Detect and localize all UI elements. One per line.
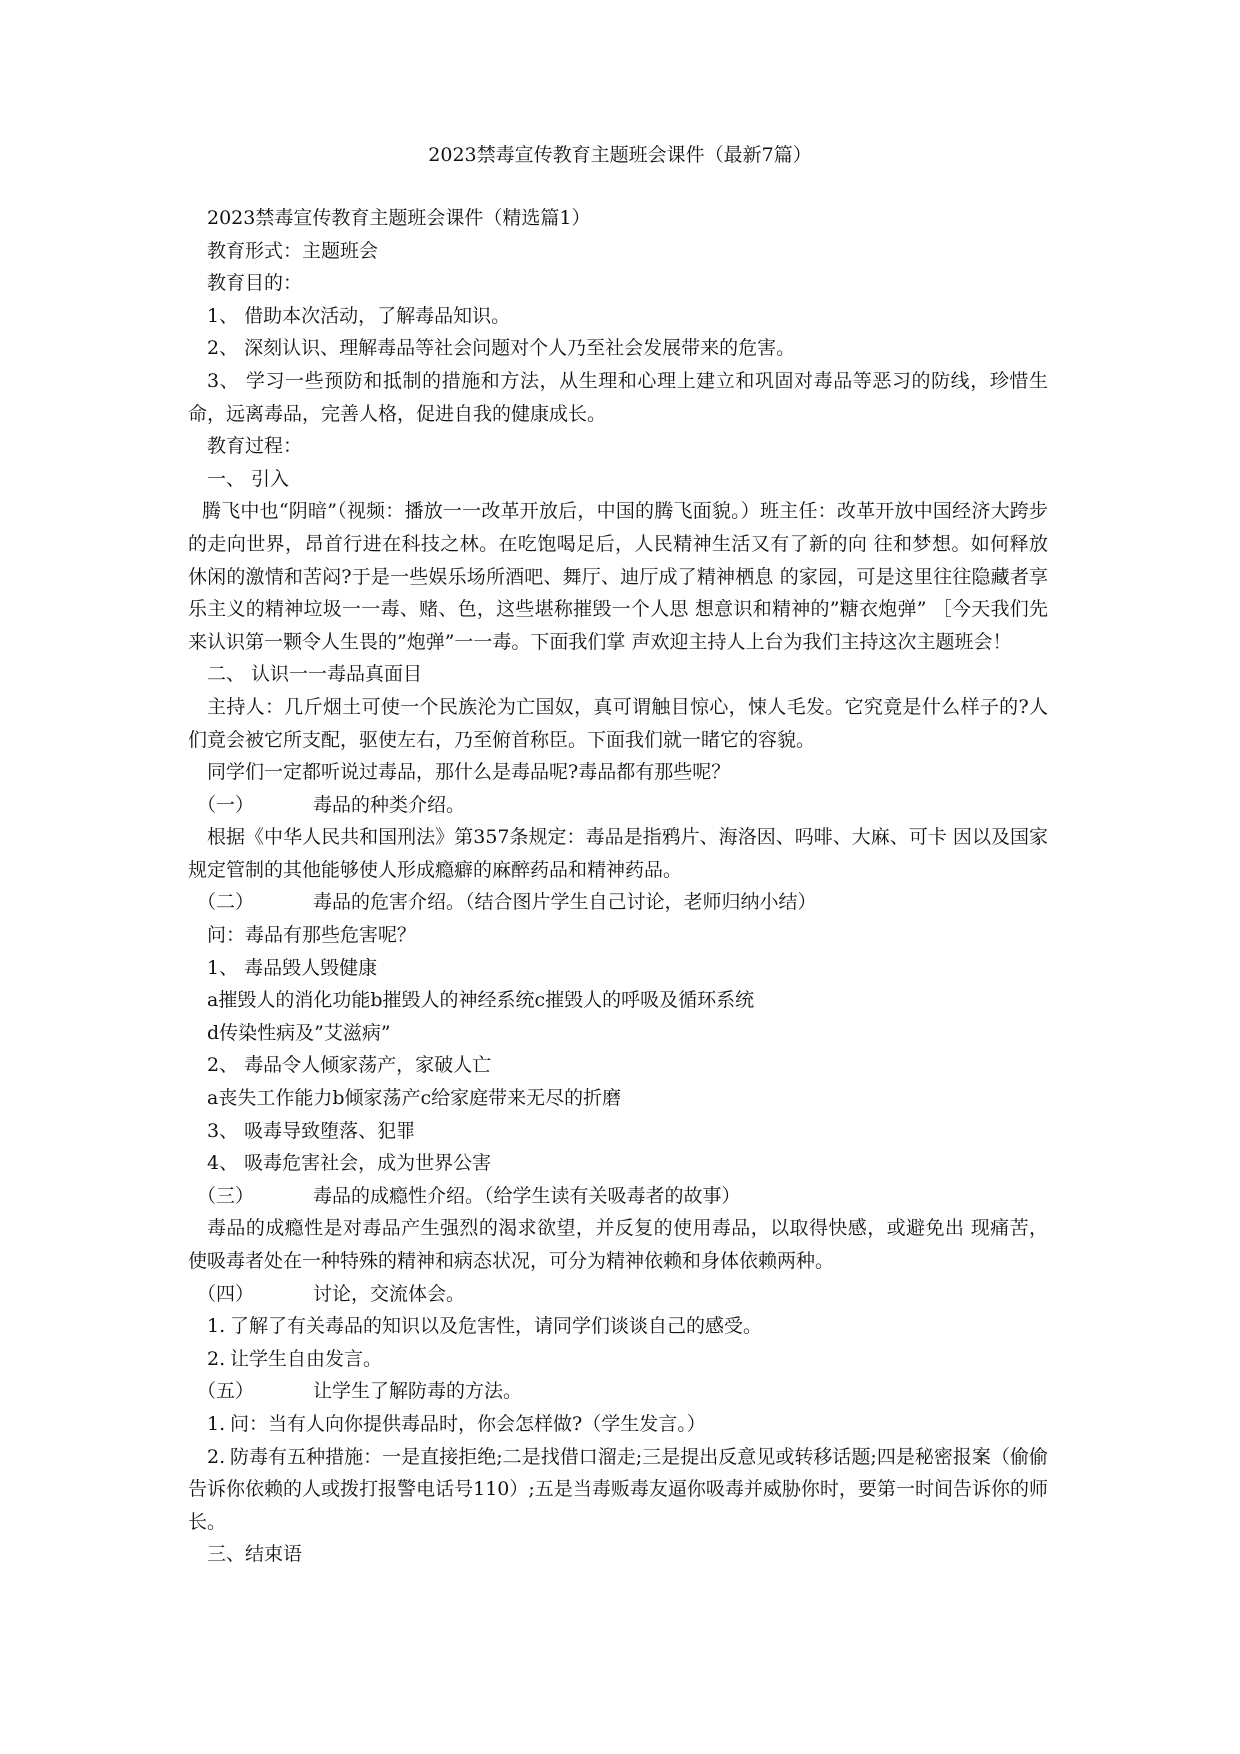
list-item: 1、 借助本次活动，了解毒品知识。 [207, 304, 511, 327]
list-item: 2. 防毒有五种措施：一是直接拒绝;二是找借口溜走;三是提出反意见或转移话题;四是秘密报案（偷偷告诉你依赖的人或拨打报警电话号110）;五是当毒贩毒友逼你吸毒并威胁你时，要第一时间告诉你的师长。 [188, 1445, 1048, 1533]
paragraph: 教育形式：主题班会 [207, 239, 379, 262]
section-heading: 2023禁毒宣传教育主题班会课件（精选篇1） [207, 207, 591, 229]
paragraph: 教育目的： [207, 272, 303, 295]
list-item: 2、 深刻认识、理解毒品等社会问题对个人乃至社会发展带来的危害。 [207, 337, 796, 360]
paragraph: 同学们一定都听说过毒品，那什么是毒品呢?毒品都有那些呢？ [207, 761, 731, 784]
paragraph: 教育过程： [207, 435, 303, 458]
section-heading: 一、 引入 [207, 467, 290, 490]
list-item: 3、 吸毒导致堕落、犯罪 [207, 1119, 416, 1142]
paragraph: 毒品的成瘾性是对毒品产生强烈的渴求欲望，并反复的使用毒品，以取得快感，或避免出 现痛苦，使吸毒者处在一种特殊的精神和病态状况，可分为精神依赖和身体依赖两种。 [188, 1217, 1048, 1272]
list-item: 3、 学习一些预防和抵制的措施和方法，从生理和心理上建立和巩固对毒品等恶习的防线，珍惜生命，远离毒品，完善人格，促进自我的健康成长。 [188, 369, 1048, 425]
list-item: d传染性病及”艾滋病” [207, 1021, 391, 1044]
subsection-heading: （一） 毒品的种类介绍。 [197, 793, 466, 816]
list-item: a丧失工作能力b倾家荡产c给家庭带来无尽的折磨 [207, 1087, 622, 1110]
paragraph: 根据《中华人民共和国刑法》第357条规定：毒品是指鸦片、海洛因、吗啡、大麻、可卡 因以及国家规定管制的其他能够使人形成瘾癖的麻醉药品和精神药品。 [188, 826, 1048, 881]
list-item: 1、 毒品毁人毁健康 [207, 956, 378, 979]
document-body [188, 202, 1048, 1571]
document-title: 2023禁毒宣传教育主题班会课件（最新7篇） [428, 144, 812, 166]
paragraph: 主持人：几斤烟土可使一个民族沦为亡国奴，真可谓触目惊心，悚人毛发。它究竟是什么样子的?人们竟会被它所支配，驱使左右，乃至俯首称臣。下面我们就一睹它的容貌。 [188, 695, 1048, 751]
list-item: 1. 问：当有人向你提供毒品时，你会怎样做?（学生发言。） [207, 1412, 706, 1435]
list-item: 1. 了解了有关毒品的知识以及危害性，请同学们谈谈自己的感受。 [207, 1315, 763, 1338]
paragraph: 腾飞中也“阴暗”（视频：播放一一改革开放后，中国的腾飞面貌。）班主任：改革开放中国经济大跨步的走向世界，昂首行进在科技之林。在吃饱喝足后，人民精神生活又有了新的向 往和梦想。如何释放休闲的激情和苦闷?于是一些娱乐场所酒吧、舞厅、迪厅成了精神栖息 的家园，可是这里往往隐藏者享乐主义的精神垃圾一一毒、赌、色，这些堪称摧毁一个人思 想意识和精神的”糖衣炮弹” ［今天我们先来认识第一颗令人生畏的”炮弹”一一毒。下面我们掌 声欢迎主持人上台为我们主持这次主题班会！ [188, 500, 1048, 653]
subsection-heading: （四） 讨论，交流体会。 [197, 1282, 466, 1305]
list-item: a摧毁人的消化功能b摧毁人的神经系统c摧毁人的呼吸及循环系统 [207, 989, 755, 1012]
list-item: 2、 毒品令人倾家荡产，家破人亡 [207, 1054, 492, 1077]
section-heading: 三、结束语 [207, 1543, 303, 1566]
subsection-heading: （三） 毒品的成瘾性介绍。（给学生读有关吸毒者的故事） [197, 1184, 741, 1207]
list-item: 4、 吸毒危害社会，成为世界公害 [207, 1152, 492, 1175]
subsection-heading: （二） 毒品的危害介绍。（结合图片学生自己讨论，老师归纳小结） [197, 891, 817, 914]
paragraph: 问：毒品有那些危害呢？ [207, 924, 417, 947]
list-item: 2. 让学生自由发言。 [207, 1347, 383, 1370]
section-heading: 二、 认识一一毒品真面目 [207, 663, 423, 686]
subsection-heading: （五） 让学生了解防毒的方法。 [197, 1380, 523, 1403]
